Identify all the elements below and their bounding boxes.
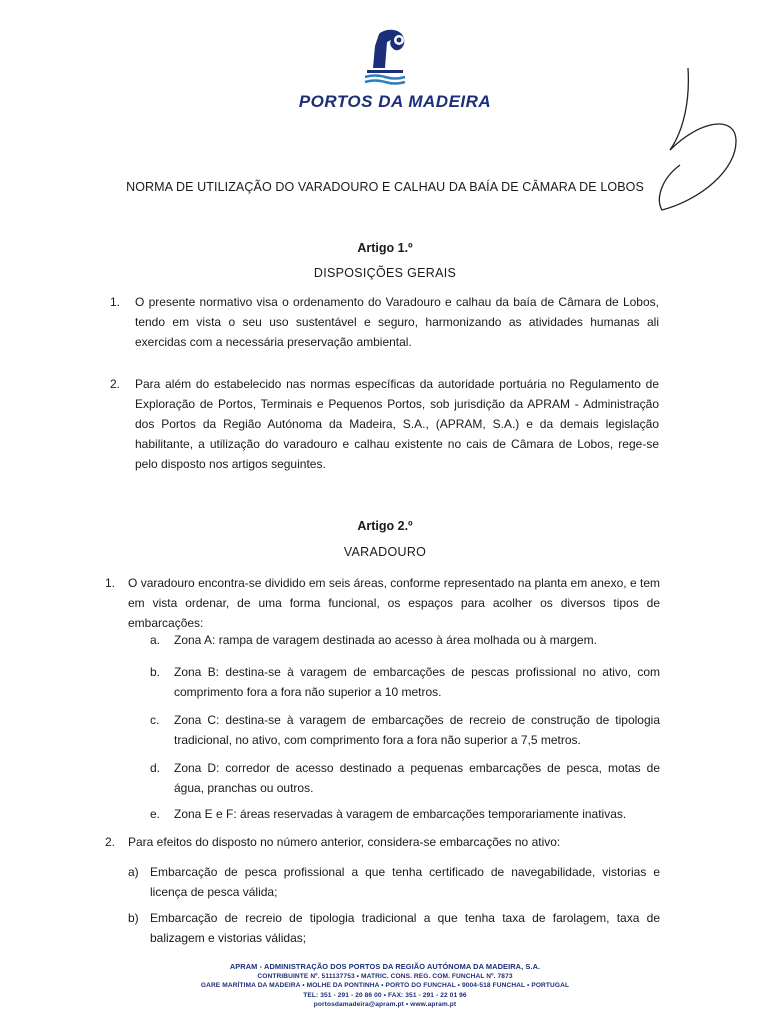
zona-e-f-text: Zona E e F: áreas reservadas à varagem de embarcações temporariamente inativas.	[174, 807, 627, 821]
embarcacao-pesca-text: Embarcação de pesca profissional a que tenha certificado de navegabilidade, vistorias e licença de pesca válida;	[150, 865, 660, 899]
artigo-1-item-2-number: 2.	[110, 377, 121, 391]
document-title: NORMA DE UTILIZAÇÃO DO VARADOURO E CALHAU DA BAÍA DE CÂMARA DE LOBOS	[126, 180, 644, 194]
page-footer	[0, 962, 770, 1010]
artigo-1-item-2-text: Para além do estabelecido nas normas específicas da autoridade portuária no Regulamento de Exploração de Portos, Terminais e Pequenos Portos, sob jurisdição da APRAM - Administração dos Portos da Região Autónoma da Madeira, S.A., (APRAM, S.A.) e da demais legislação habilitante, a utilização do varadouro e calhau existente no cais de Câmara de Lobos, rege-se pelo disposto nos artigos seguintes.	[135, 377, 659, 471]
portos-da-madeira-logo-icon	[355, 28, 415, 88]
artigo-2-subheading: VARADOURO	[343, 545, 427, 559]
zona-e-f-label: e.	[150, 807, 161, 821]
footer-email-web: portosdamadeira@apram.pt • www.apram.pt	[313, 1001, 457, 1008]
artigo-1-subheading: DISPOSIÇÕES GERAIS	[313, 266, 457, 280]
footer-address: GARE MARÍTIMA DA MADEIRA • MOLHE DA PONTINHA • PORTO DO FUNCHAL • 9004-518 FUNCHAL • PORTUGAL	[200, 982, 570, 989]
zona-a-label: a.	[150, 633, 161, 647]
embarcacao-recreio-text: Embarcação de recreio de tipologia tradicional a que tenha taxa de farolagem, taxa de balizagem e vistorias válidas;	[150, 911, 660, 945]
artigo-2-item-1-text: O varadouro encontra-se dividido em seis áreas, conforme representado na planta em anexo, e tem em vista ordenar, de uma forma funcional, os espaços para acolher os diversos tipos de embarcações:	[128, 576, 660, 630]
zona-c-text: Zona C: destina-se à varagem de embarcações de recreio de construção de tipologia tradicional, no ativo, com comprimento fora a fora não superior a 7,5 metros.	[174, 713, 660, 747]
footer-registration: CONTRIBUINTE Nº. 511137753 • MATRIC. CONS. REG. COM. FUNCHAL Nº. 7873	[257, 972, 513, 980]
zona-c-label: c.	[150, 713, 160, 727]
zona-a-text: Zona A: rampa de varagem destinada ao acesso à área molhada ou à margem.	[174, 633, 597, 647]
artigo-2-item-1-number: 1.	[105, 576, 116, 590]
zona-b-text: Zona B: destina-se à varagem de embarcações de pescas profissional no ativo, com comprimento fora a fora não superior a 10 metros.	[174, 665, 660, 699]
artigo-1-item-1-number: 1.	[110, 295, 121, 309]
artigo-1-item-1-text: O presente normativo visa o ordenamento do Varadouro e calhau da baía de Câmara de Lobos, tendo em vista o seu uso sustentável e seguro, harmonizando as atividades humanas ali exercidas com a necessária preservação ambiental.	[135, 295, 659, 349]
artigo-2-item-2-number: 2.	[105, 835, 116, 849]
handwritten-signature-icon	[640, 60, 750, 220]
artigo-2-heading: Artigo 2.º	[357, 519, 413, 533]
artigo-1-heading: Artigo 1.º	[357, 241, 413, 255]
zona-d-text: Zona D: corredor de acesso destinado a pequenas embarcações de pesca, motas de água, pranchas ou outros.	[174, 761, 660, 795]
artigo-2-item-2-text: Para efeitos do disposto no número anterior, considera-se embarcações no ativo:	[128, 835, 561, 849]
zona-d-label: d.	[150, 761, 161, 775]
zona-b-label: b.	[150, 665, 161, 679]
footer-phone-fax: TEL: 351 - 291 - 20 86 00 • FAX: 351 - 291 - 22 01 96	[303, 991, 467, 999]
embarcacao-pesca-label: a)	[128, 865, 139, 879]
embarcacao-recreio-label: b)	[128, 911, 139, 925]
footer-company-name: APRAM - ADMINISTRAÇÃO DOS PORTOS DA REGIÃO AUTÓNOMA DA MADEIRA, S.A.	[229, 962, 541, 971]
brand-name: PORTOS DA MADEIRA	[298, 92, 492, 111]
